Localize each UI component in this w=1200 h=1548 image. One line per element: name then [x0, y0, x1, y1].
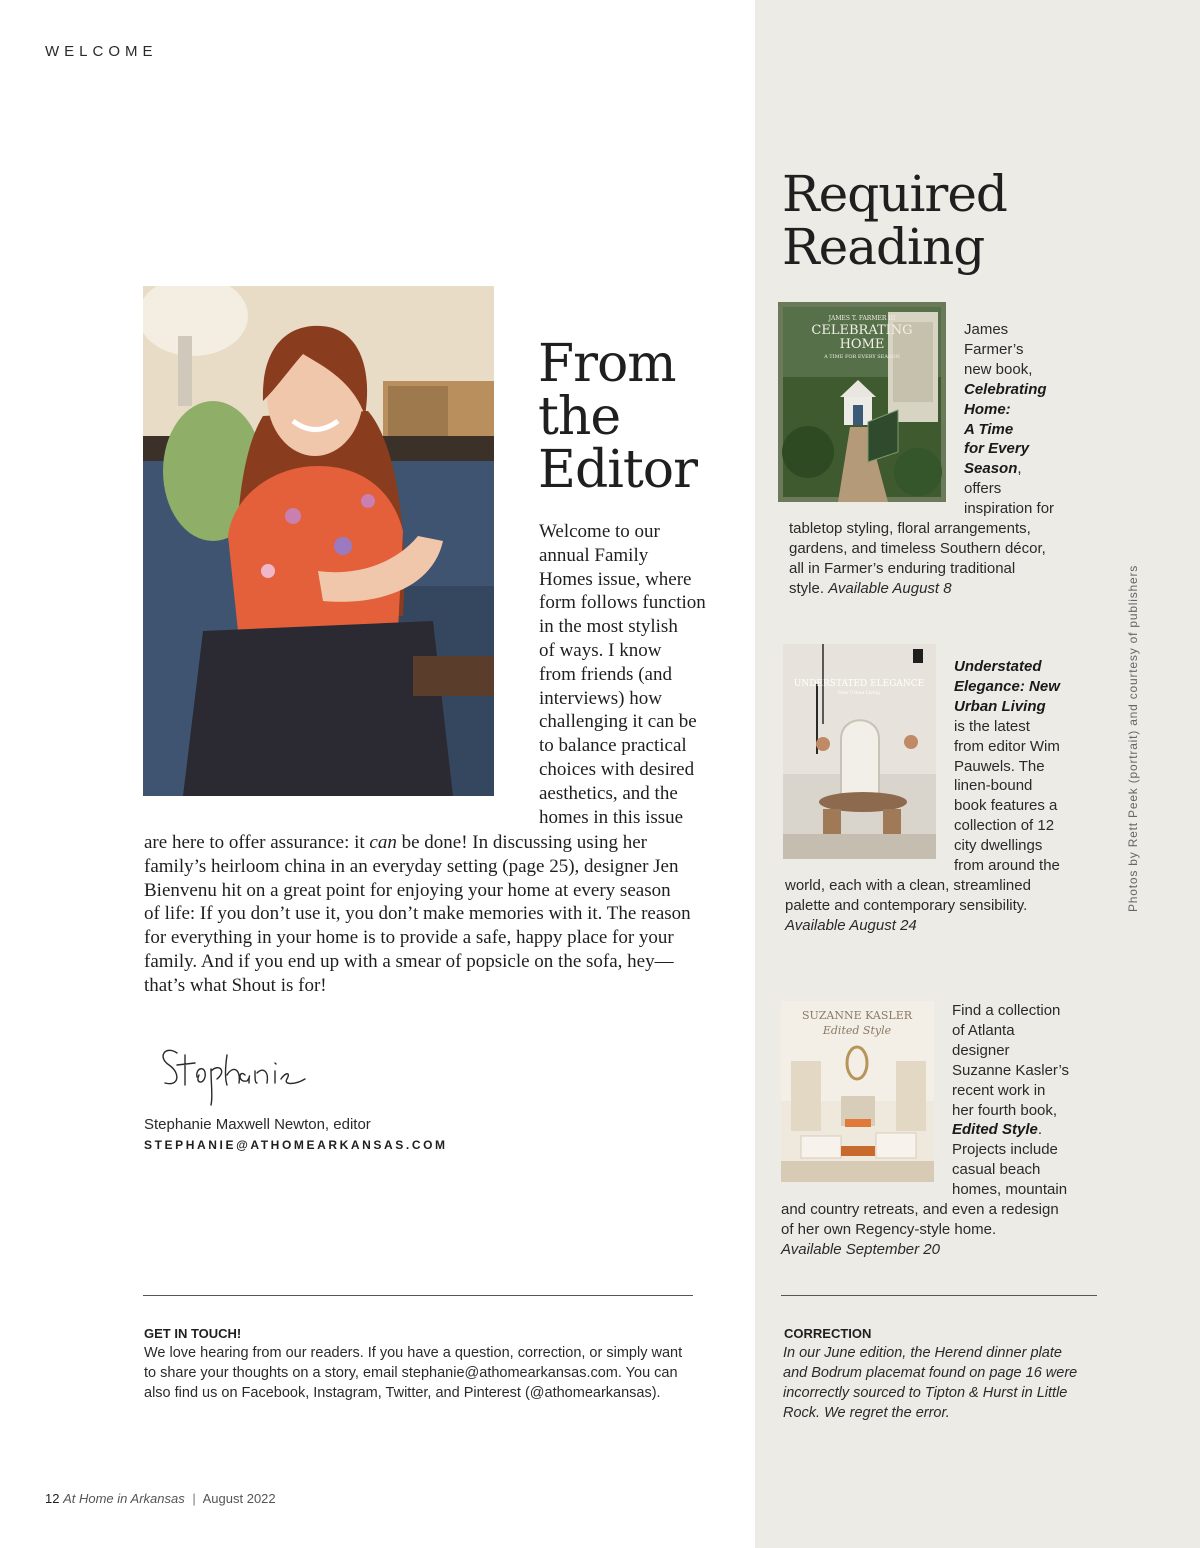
book-cover-subtitle: Edited Style: [822, 1024, 892, 1037]
book-cover-subtitle: New Urban Living: [838, 691, 880, 696]
divider: [143, 1295, 693, 1296]
letter-line: family. And if you end up with a smear of popsicle on the sofa, hey—: [144, 950, 674, 972]
editor-portrait-photo: [143, 286, 494, 796]
book-description-edited-style: [952, 1001, 1069, 1200]
book-text-line: Suzanne Kasler’s: [952, 1061, 1070, 1079]
book-title-line: Understated: [954, 658, 1042, 675]
book-text-line: and country retreats, and even a redesign: [781, 1201, 1059, 1218]
editor-letter-body: [144, 831, 724, 998]
book-text-line: Edited Style.: [952, 1121, 1043, 1139]
book-title-line: Urban Living: [954, 697, 1046, 715]
book-description-understated-elegance: [954, 657, 1060, 876]
book-text-line: inspiration for: [964, 500, 1055, 518]
correction-line: and Bodrum placemat found on page 16 were: [783, 1365, 1078, 1381]
book-text-line: tabletop styling, floral arrangements,: [789, 520, 1031, 537]
book-text-line: style. Available August 8: [789, 579, 952, 597]
book-text-line: world, each with a clean, streamlined: [785, 877, 1031, 894]
book-text-line: linen-bound: [954, 777, 1033, 795]
letter-line: that’s what Shout is for!: [144, 974, 327, 996]
editor-heading-line: the: [538, 387, 621, 447]
editor-signature: [155, 1035, 335, 1110]
letter-line: in the most stylish: [539, 616, 678, 638]
letter-line: of life: If you don’t use it, you don’t make memories with it. The reason: [144, 903, 691, 925]
issue-date: August 2022: [202, 1491, 276, 1506]
letter-line: annual Family: [539, 544, 649, 566]
book-title-line: for Every: [964, 440, 1030, 458]
divider: [781, 1295, 1097, 1296]
page-number: 12: [45, 1491, 60, 1506]
book-text-line: Projects include: [952, 1141, 1058, 1159]
publication-name: At Home in Arkansas: [63, 1491, 185, 1506]
book-text-line: of Atlanta: [952, 1021, 1015, 1039]
required-reading-heading: [782, 165, 1082, 276]
book-cover-title: UNDERSTATED ELEGANCE: [793, 679, 925, 689]
editor-heading-line: Editor: [538, 440, 697, 500]
required-reading-heading-line: Required: [782, 165, 1007, 223]
book-text-line: casual beach: [952, 1161, 1041, 1179]
get-in-touch-line: also find us on Facebook, Instagram, Twitter, and Pinterest (@athomearkansas).: [144, 1385, 661, 1401]
correction-line: Rock. We regret the error.: [783, 1405, 950, 1421]
book-cover-title: HOME: [839, 337, 885, 352]
letter-line: aesthetics, and the: [539, 782, 678, 804]
book-cover-edited-style: [781, 1001, 934, 1182]
editor-heading: [538, 334, 738, 500]
correction-title: CORRECTION: [784, 1326, 872, 1341]
book-text-line: is the latest: [954, 717, 1030, 735]
required-reading-heading-line: Reading: [782, 218, 985, 276]
book-text-line: designer: [952, 1041, 1010, 1059]
book-cover-title: CELEBRATING: [811, 323, 913, 338]
letter-line: of ways. I know: [539, 639, 662, 661]
correction-line: In our June edition, the Herend dinner plate: [783, 1345, 1062, 1361]
get-in-touch-line: We love hearing from our readers. If you have a question, correction, or simply want: [144, 1345, 683, 1361]
book-cover-understated-elegance: [783, 644, 936, 859]
page-footer: [45, 1491, 276, 1506]
letter-line: challenging it can be: [539, 711, 697, 733]
book-availability: Available September 20: [781, 1240, 940, 1258]
book-cover-title: SUZANNE KASLER: [801, 1009, 913, 1022]
book-text-line: all in Farmer’s enduring traditional: [789, 559, 1016, 577]
book-text-line: palette and contemporary sensibility.: [785, 896, 1028, 914]
letter-line: Homes issue, where: [539, 568, 692, 590]
book-text-line: her fourth book,: [952, 1101, 1058, 1119]
book-description-celebrating-home: [964, 320, 1054, 519]
correction-body: [783, 1343, 1113, 1423]
book-description-celebrating-home-cont: [789, 519, 1046, 599]
book-description-understated-elegance-cont: [785, 876, 1031, 936]
photo-credit: Photos by Rett Peek (portrait) and courtesy of publishers: [1126, 564, 1140, 912]
letter-line: homes in this issue: [539, 806, 684, 828]
book-title-line: Home:: [964, 400, 1011, 418]
book-text-line: from editor Wim: [954, 737, 1060, 755]
book-text-line: book features a: [954, 797, 1058, 815]
book-text-line: Find a collection: [952, 1002, 1061, 1019]
editor-email-link[interactable]: STEPHANIE@ATHOMEARKANSAS.COM: [144, 1138, 448, 1152]
book-text-line: offers: [964, 480, 1002, 498]
book-text-line: James: [964, 321, 1009, 338]
letter-line: family’s heirloom china in an everyday setting (page 25), designer Jen: [144, 855, 679, 877]
book-text-line: Season,: [964, 460, 1022, 478]
letter-line: choices with desired: [539, 758, 695, 780]
book-text-line: city dwellings: [954, 837, 1043, 855]
letter-line: to balance practical: [539, 735, 687, 757]
letter-line: form follows function: [539, 592, 706, 614]
footer-separator: |: [192, 1491, 196, 1506]
book-text-line: collection of 12: [954, 817, 1055, 835]
book-description-edited-style-cont: [781, 1200, 1059, 1260]
letter-line: interviews) how: [539, 687, 662, 709]
book-title-line: Elegance: New: [954, 677, 1060, 695]
letter-line: Welcome to our: [539, 521, 660, 542]
letter-line: Bienvenu hit on a great point for enjoying your home at every season: [144, 879, 671, 901]
editor-heading-line: From: [538, 334, 676, 394]
book-text-line: homes, mountain: [952, 1181, 1068, 1199]
book-title-line: Celebrating: [964, 380, 1047, 398]
book-text-line: from around the: [954, 857, 1060, 875]
section-label: WELCOME: [45, 43, 158, 60]
book-text-line: Pauwels. The: [954, 757, 1045, 775]
book-text-line: recent work in: [952, 1081, 1046, 1099]
correction-line: incorrectly sourced to Tipton & Hurst in Little: [783, 1385, 1068, 1401]
letter-line: are here to offer assurance: it can be done! In discussing using her: [144, 832, 647, 853]
letter-line: for everything in your home is to provide a safe, happy place for your: [144, 927, 674, 949]
book-title-line: A Time: [964, 420, 1014, 438]
book-cover-celebrating-home: [778, 302, 946, 502]
get-in-touch-line: to share your thoughts on a story, email stephanie@athomearkansas.com. You can: [144, 1365, 678, 1381]
book-availability: Available August 24: [785, 916, 917, 934]
book-text-line: new book,: [964, 360, 1033, 378]
editor-letter-column: [539, 520, 719, 829]
letter-line: from friends (and: [539, 663, 672, 685]
book-text-line: gardens, and timeless Southern décor,: [789, 539, 1046, 557]
book-text-line: Farmer’s: [964, 340, 1024, 358]
get-in-touch-body: [144, 1343, 734, 1403]
book-cover-subtitle: A TIME FOR EVERY SEASON: [824, 354, 900, 360]
book-text-line: of her own Regency-style home.: [781, 1220, 997, 1238]
get-in-touch-title: GET IN TOUCH!: [144, 1326, 242, 1341]
book-cover-author: JAMES T. FARMER III: [828, 315, 896, 322]
editor-name-line: Stephanie Maxwell Newton, editor: [144, 1116, 371, 1133]
